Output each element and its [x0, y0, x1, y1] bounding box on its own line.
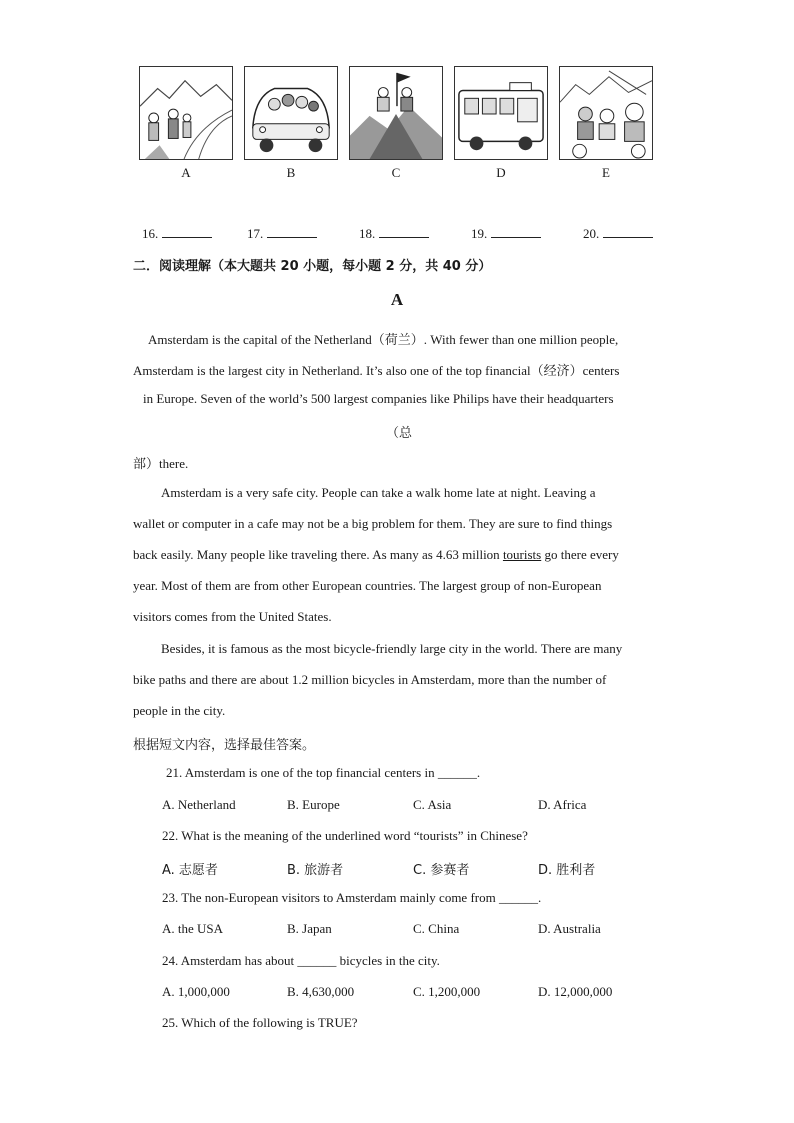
option[interactable]: D. Africa — [538, 797, 587, 812]
question-stem: 24. Amsterdam has about ______ bicycles in the city. — [162, 953, 440, 968]
answer-blank-16[interactable]: 16. — [142, 225, 212, 242]
option[interactable]: A. Netherland — [162, 797, 236, 812]
option[interactable]: A. the USA — [162, 921, 224, 936]
option[interactable]: B. Europe — [287, 797, 340, 812]
answer-blank-18[interactable]: 18. — [359, 225, 429, 242]
option[interactable]: C. 1,200,000 — [413, 984, 481, 999]
picture-e — [559, 66, 653, 160]
option[interactable]: C. 参赛者 — [413, 863, 470, 878]
picture-d — [454, 66, 548, 160]
answer-blank-19[interactable]: 19. — [471, 225, 541, 242]
picture-b — [244, 66, 338, 160]
family-car-icon — [245, 67, 337, 159]
question-stem: 22. What is the meaning of the underlined word “tourists” in Chinese? — [162, 828, 528, 843]
option[interactable]: D. 胜利者 — [538, 863, 596, 878]
answer-blank-17[interactable]: 17. — [247, 225, 317, 242]
option[interactable]: B. 4,630,000 — [287, 984, 355, 999]
picture-a — [139, 66, 233, 160]
picture-label: D — [496, 165, 506, 180]
hikers-icon — [140, 67, 232, 159]
passage-line: Amsterdam is a very safe city. People can take a walk home late at night. Leaving a — [161, 485, 596, 500]
option[interactable]: D. 12,000,000 — [538, 984, 613, 999]
passage-line: （总 — [386, 425, 413, 440]
picture-c — [349, 66, 443, 160]
option[interactable]: A. 1,000,000 — [162, 984, 230, 999]
question-stem: 25. Which of the following is TRUE? — [162, 1015, 358, 1030]
option[interactable]: B. Japan — [287, 921, 332, 936]
answer-blank-20[interactable]: 20. — [583, 225, 653, 242]
passage-line: 部）there. — [133, 456, 189, 471]
option[interactable]: B. 旅游者 — [287, 863, 344, 878]
picture-label: C — [391, 165, 401, 180]
picture-label: E — [602, 165, 610, 180]
question-stem: 21. Amsterdam is one of the top financial centers in ______. — [166, 765, 481, 780]
passage-line: Amsterdam is the largest city in Netherland. It’s also one of the top financial（经济）centers — [133, 363, 620, 378]
passage-line: people in the city. — [133, 703, 226, 718]
mountain-climbers-icon — [350, 67, 442, 159]
passage-line: visitors comes from the United States. — [133, 609, 332, 624]
picture-label: A — [181, 165, 191, 180]
instruction: 根据短文内容，选择最佳答案。 — [133, 738, 316, 753]
passage-line: in Europe. Seven of the world’s 500 largest companies like Philips have their headquarters — [143, 391, 614, 406]
question-stem: 23. The non-European visitors to Amsterdam mainly come from ______. — [162, 890, 542, 905]
option[interactable]: C. Asia — [413, 797, 452, 812]
bike-riders-icon — [560, 67, 652, 159]
option[interactable]: A. 志愿者 — [162, 863, 218, 878]
passage-line: bike paths and there are about 1.2 million bicycles in Amsterdam, more than the number of — [133, 672, 607, 687]
underlined-word: tourists — [502, 547, 542, 562]
passage-line: Amsterdam is the capital of the Netherland（荷兰）. With fewer than one million people, — [148, 332, 619, 347]
passage-line: back easily. Many people like traveling there. As many as 4.63 million tourists go there every — [133, 547, 619, 562]
option[interactable]: C. China — [413, 921, 460, 936]
bus-icon — [455, 67, 547, 159]
passage-line: wallet or computer in a cafe may not be a big problem for them. They are sure to find things — [133, 516, 613, 531]
passage-title: A — [390, 290, 404, 309]
passage-line: year. Most of them are from other European countries. The largest group of non-European — [133, 578, 602, 593]
passage-line: Besides, it is famous as the most bicycle-friendly large city in the world. There are many — [161, 641, 623, 656]
option[interactable]: D. Australia — [538, 921, 601, 936]
picture-label: B — [286, 165, 296, 180]
section-title: 二．阅读理解（本大题共 20 小题，每小题 2 分，共 40 分） — [133, 259, 492, 274]
